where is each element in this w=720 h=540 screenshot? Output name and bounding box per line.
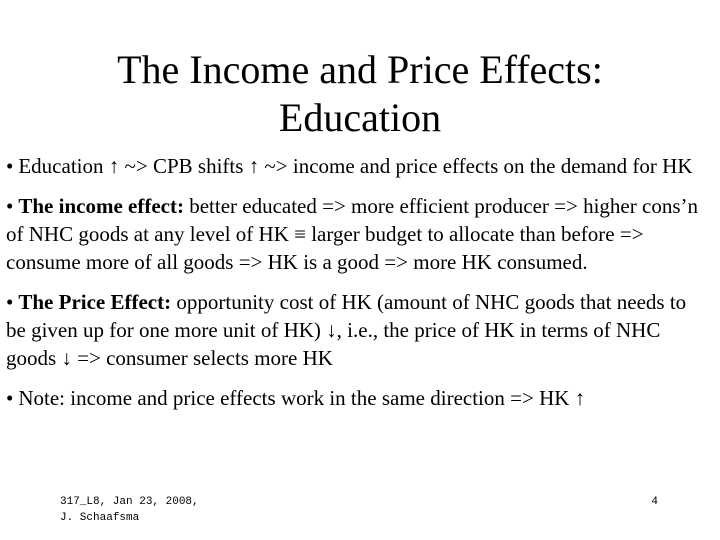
bullet-text: opportunity cost of HK (amount of NHC goods that needs to be given up for one more unit of HK) ↓, i.e., the price of HK in terms of NHC goods ↓ => consumer selects more HK [6, 290, 687, 370]
bullet-text: Education ↑ ~> CPB shifts ↑ ~> income and price effects on the demand for HK [18, 154, 693, 178]
bullet-marker: • [6, 290, 14, 314]
bullet-heading: The Price Effect: [18, 290, 172, 314]
footer-author: J. Schaafsma [60, 512, 140, 524]
slide-title [0, 46, 720, 142]
bullet-marker: • [6, 154, 14, 178]
footer-citation [60, 494, 199, 526]
bullet-marker: • [6, 194, 14, 218]
bullet-marker: • [6, 386, 14, 410]
bullet-income-effect [6, 192, 706, 276]
bullet-text: Note: income and price effects work in the same direction => HK ↑ [18, 386, 586, 410]
bullet-heading: The income effect: [18, 194, 184, 218]
bullet-text: better educated => more efficient producer => higher cons’n of NHC goods at any level of HK ≡ larger budget to allocate than before => consume more of all goods => HK is a good => more HK consumed. [6, 194, 698, 274]
footer-course-date: 317_L8, Jan 23, 2008, [60, 496, 199, 508]
page-number: 4 [651, 496, 658, 508]
bullet-education-shift [6, 152, 706, 180]
slide-title-line-1: The Income and Price Effects: [117, 47, 603, 92]
slide-title-line-2: Education [278, 95, 442, 140]
bullet-note [6, 384, 706, 412]
bullet-price-effect [6, 288, 706, 372]
bullet-list [6, 152, 706, 424]
